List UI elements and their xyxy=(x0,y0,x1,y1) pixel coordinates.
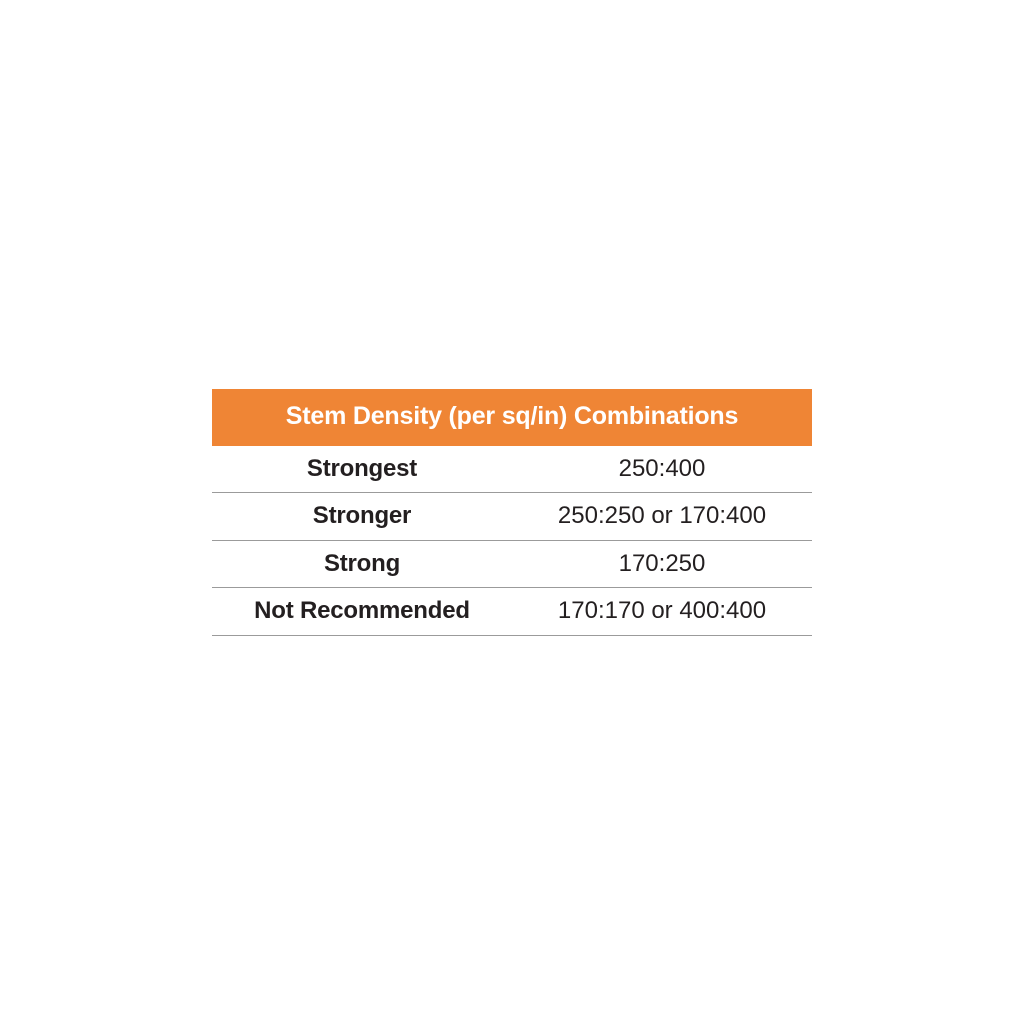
stem-density-table-container xyxy=(212,389,812,636)
row-value: 250:400 xyxy=(512,446,812,493)
row-label: Strong xyxy=(212,540,512,588)
row-value: 170:250 xyxy=(512,540,812,588)
table-row xyxy=(212,540,812,588)
row-label: Not Recommended xyxy=(212,588,512,636)
table-body xyxy=(212,446,812,636)
table-row xyxy=(212,446,812,493)
row-label: Strongest xyxy=(212,446,512,493)
table-row xyxy=(212,588,812,636)
table-row xyxy=(212,493,812,541)
row-value: 170:170 or 400:400 xyxy=(512,588,812,636)
row-value: 250:250 or 170:400 xyxy=(512,493,812,541)
table-title: Stem Density (per sq/in) Combinations xyxy=(212,389,812,446)
stem-density-table xyxy=(212,389,812,636)
table-header xyxy=(212,389,812,446)
row-label: Stronger xyxy=(212,493,512,541)
table-header-row xyxy=(212,389,812,446)
